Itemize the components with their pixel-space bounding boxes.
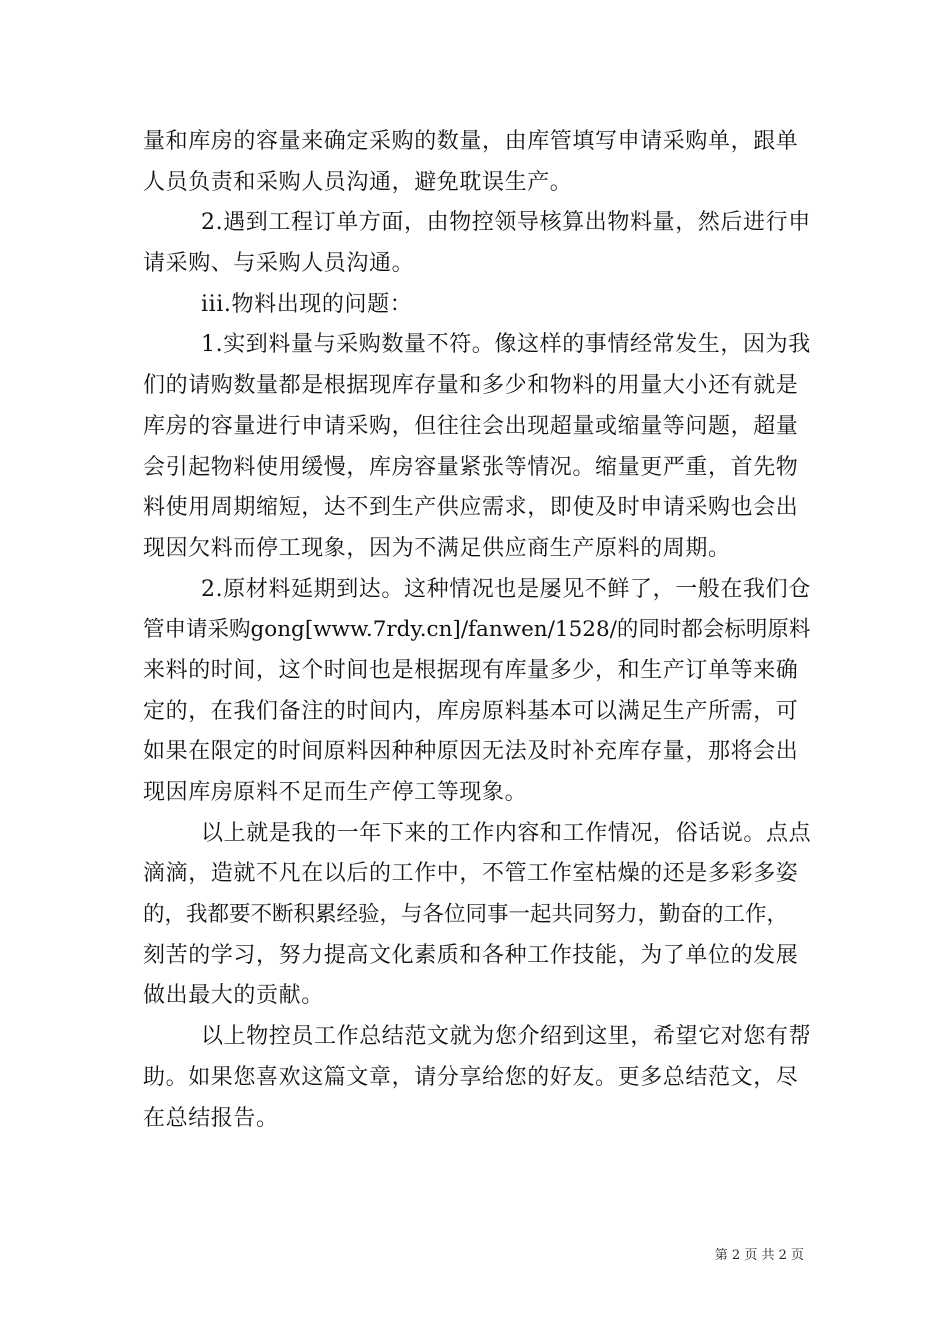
text-line: 如果在限定的时间原料因种种原因无法及时补充库存量，那将会出 <box>143 739 799 765</box>
text-line: 料使用周期缩短，达不到生产供应需求，即使及时申请采购也会出 <box>143 495 799 521</box>
text-line: 以上物控员工作总结范文就为您介绍到这里，希望它对您有帮 <box>201 1024 812 1050</box>
text-line: 请采购、与采购人员沟通。 <box>143 251 415 277</box>
text-line: 刻苦的学习，努力提高文化素质和各种工作技能，为了单位的发展 <box>143 942 799 968</box>
text-line: 管申请采购gong[www.7rdy.cn]/fanwen/1528/的同时都会标明原料 <box>143 617 811 643</box>
text-line: 以上就是我的一年下来的工作内容和工作情况，俗话说。点点 <box>201 820 812 846</box>
text-line: 在总结报告。 <box>143 1105 279 1131</box>
text-line: 人员负责和采购人员沟通，避免耽误生产。 <box>143 169 573 195</box>
text-line: 定的，在我们备注的时间内，库房原料基本可以满足生产所需，可 <box>143 698 799 724</box>
text-line: 做出最大的贡献。 <box>143 983 324 1009</box>
text-line: 现因欠料而停工现象，因为不满足供应商生产原料的周期。 <box>143 535 731 561</box>
text-line: 1.实到料量与采购数量不符。像这样的事情经常发生，因为我 <box>201 332 811 358</box>
text-line: 库房的容量进行申请采购，但往往会出现超量或缩量等问题，超量 <box>143 413 799 439</box>
page-number-footer: 第 2 页 共 2 页 <box>714 1248 804 1263</box>
text-line: 的，我都要不断积累经验，与各位同事一起共同努力，勤奋的工作， <box>143 902 789 928</box>
text-line: 们的请购数量都是根据现库存量和多少和物料的用量大小还有就是 <box>143 373 799 399</box>
text-line: 量和库房的容量来确定采购的数量，由库管填写申请采购单，跟单 <box>143 129 799 154</box>
text-line: 2.遇到工程订单方面，由物控领导核算出物料量，然后进行申 <box>201 210 811 236</box>
text-line: 会引起物料使用缓慢，库房容量紧张等情况。缩量更严重，首先物 <box>143 454 799 480</box>
text-line: 助。如果您喜欢这篇文章，请分享给您的好友。更多总结范文，尽 <box>143 1064 799 1090</box>
text-line: 滴滴，造就不凡在以后的工作中，不管工作室枯燥的还是多彩多姿 <box>143 861 799 887</box>
body-text <box>143 122 811 1139</box>
text-line: iii.物料出现的问题： <box>201 291 413 317</box>
text-line: 2.原材料延期到达。这种情况也是屡见不鲜了，一般在我们仓 <box>201 576 811 602</box>
text-line: 现因库房原料不足而生产停工等现象。 <box>143 780 528 805</box>
text-line: 来料的时间，这个时间也是根据现有库量多少，和生产订单等来确 <box>143 657 799 683</box>
